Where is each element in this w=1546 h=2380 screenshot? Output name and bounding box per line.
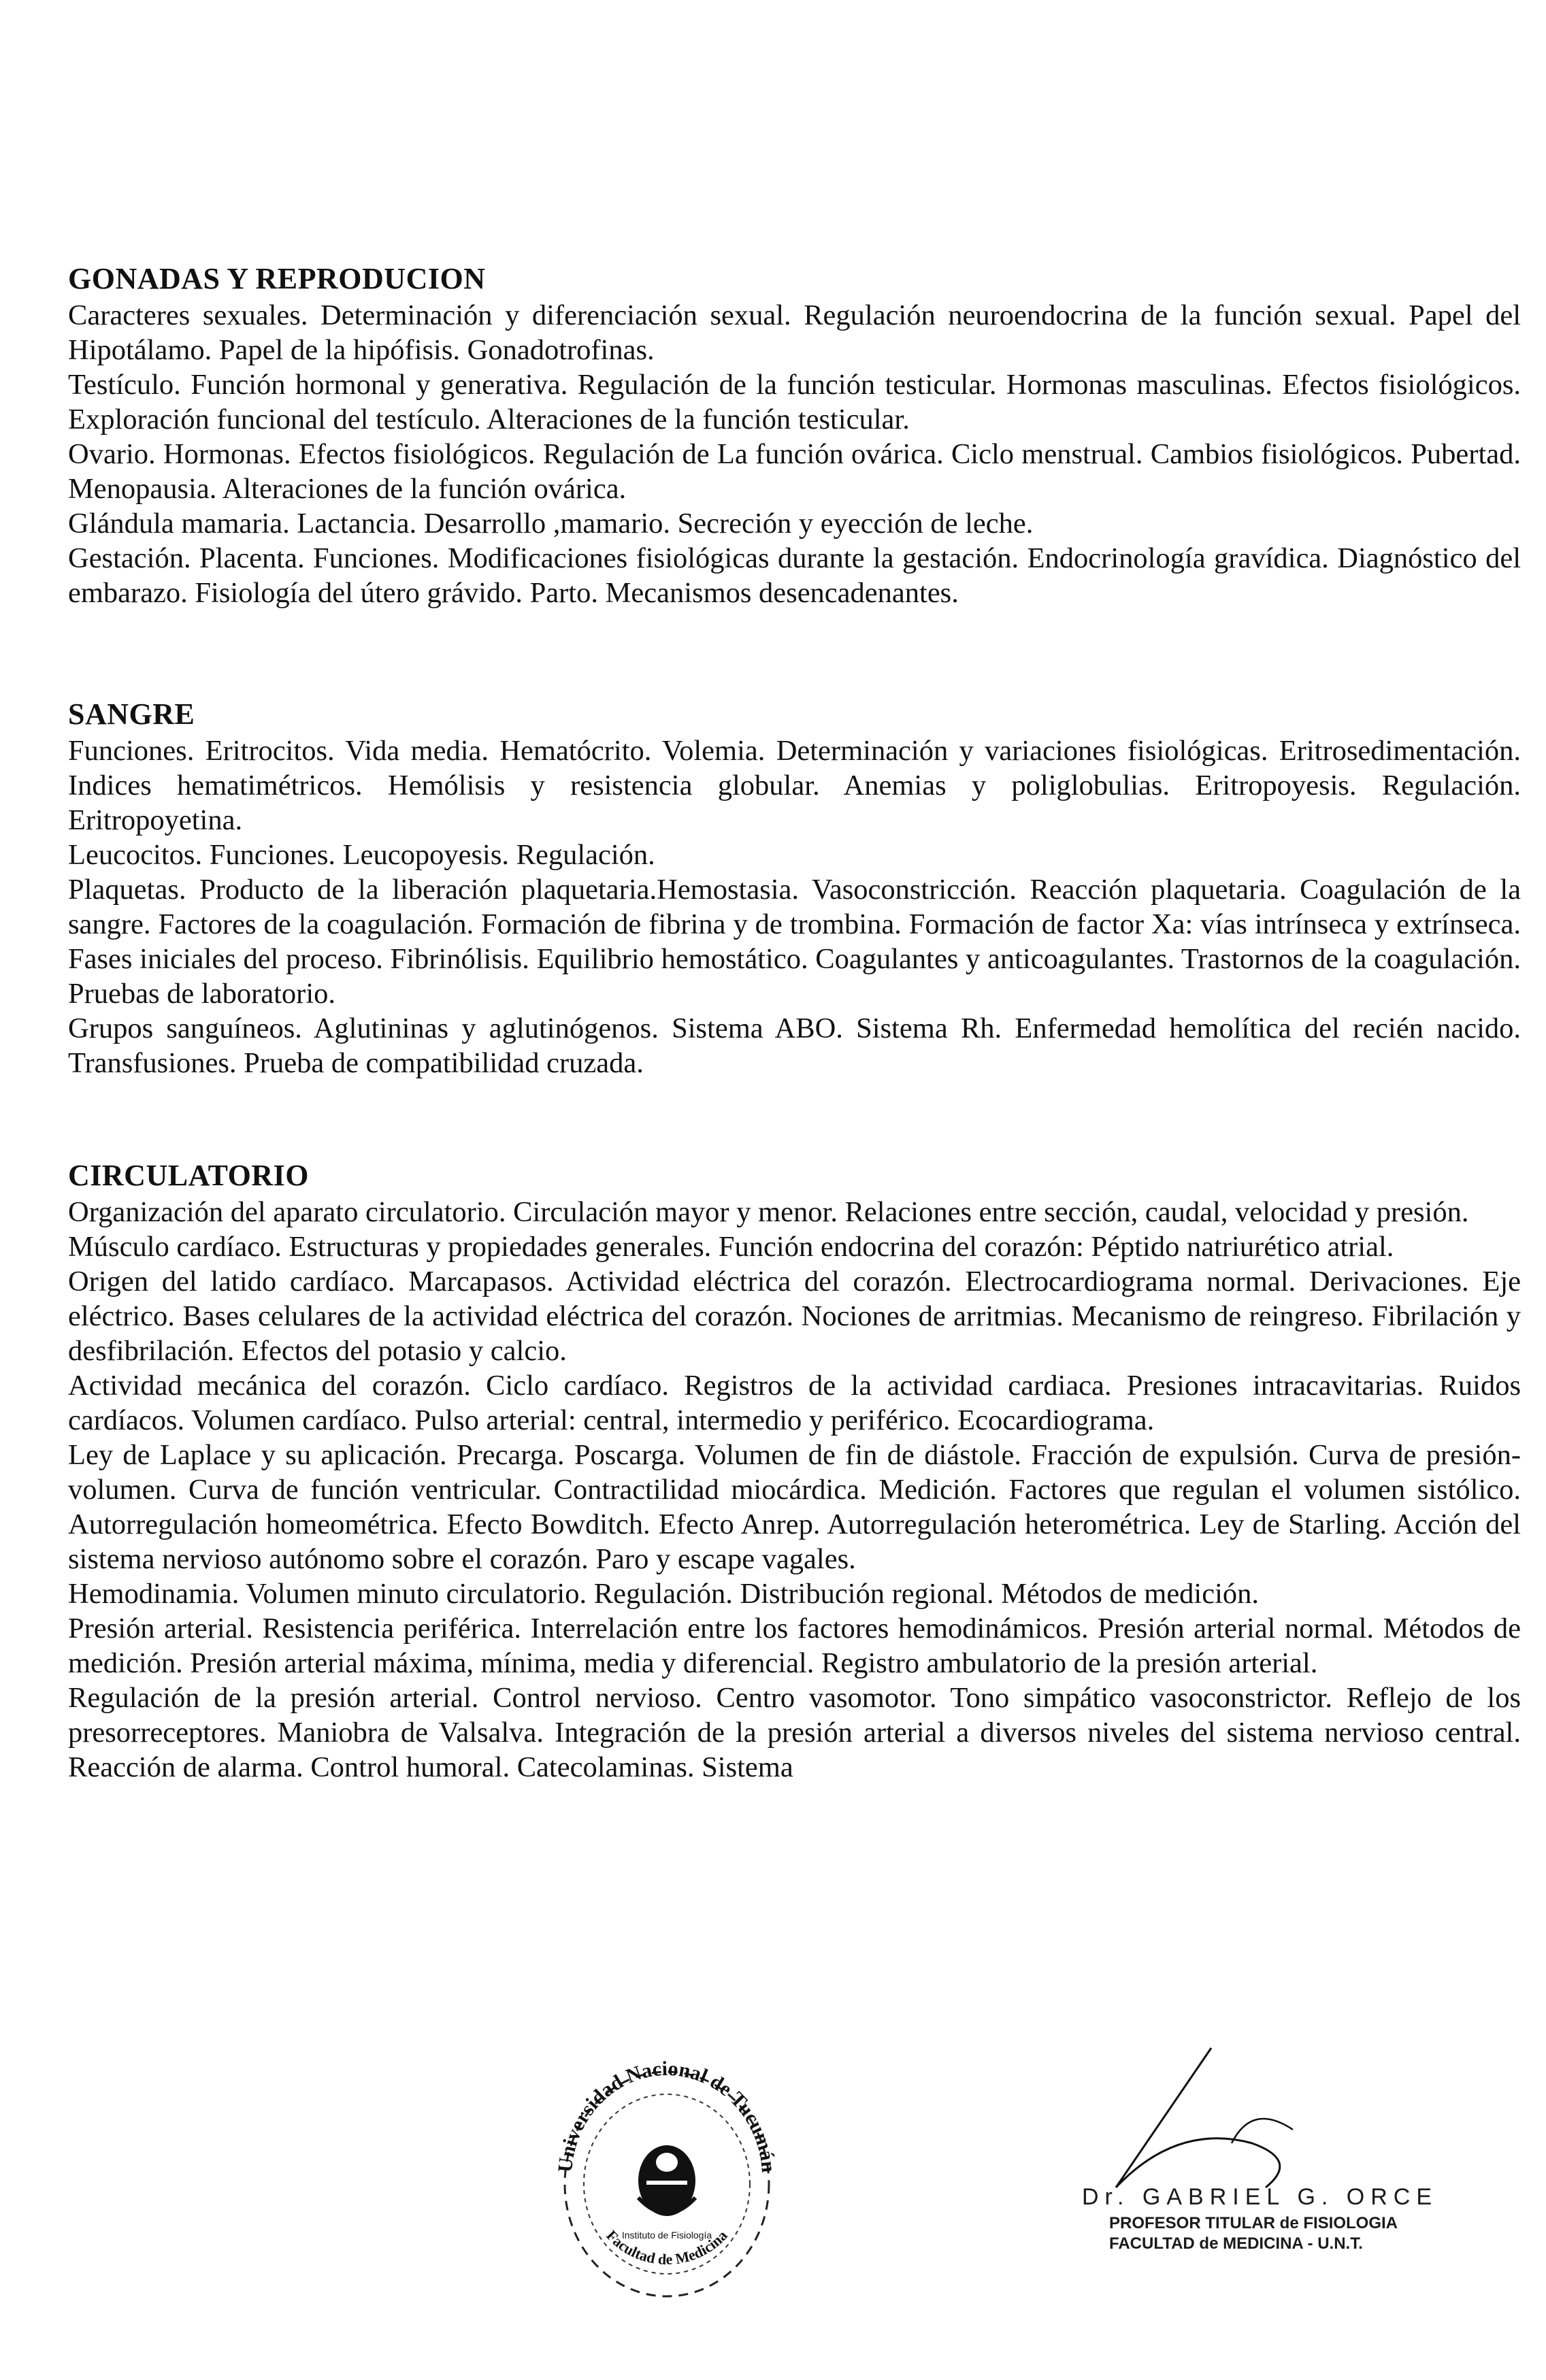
paragraph: Músculo cardíaco. Estructuras y propiedades generales. Función endocrina del corazón: Péptido natriurético atrial. — [68, 1231, 1394, 1263]
paragraph: Grupos sanguíneos. Aglutininas y aglutinógenos. Sistema ABO. Sistema Rh. Enfermedad hemolítica del recién nacido. Transfusiones. Prueba de compatibilidad cruzada. — [68, 1012, 1521, 1079]
paragraph: Organización del aparato circulatorio. Circulación mayor y menor. Relaciones entre sección, caudal, velocidad y presión. — [68, 1196, 1469, 1228]
paragraph: Funciones. Eritrocitos. Vida media. Hematócrito. Volemia. Determinación y variaciones fisiológicas. Eritrosedimentación. Indices hematimétricos. Hemólisis y resistencia globular. Anemias y poliglobulias. Eritropoyesis. Regulación. Eritropoyetina. — [68, 735, 1521, 836]
signature-faculty: FACULTAD de MEDICINA - U.N.T. — [1109, 2234, 1363, 2253]
paragraph: Origen del latido cardíaco. Marcapasos. Actividad eléctrica del corazón. Electrocardiograma normal. Derivaciones. Eje eléctrico. Bases celulares de la actividad eléctrica del corazón. Nociones de arritmias. Mecanismo de reingreso. Fibrilación y desfibrilación. Efectos del potasio y calcio. — [68, 1266, 1521, 1367]
paragraph: Ovario. Hormonas. Efectos fisiológicos. Regulación de La función ovárica. Ciclo menstrual. Cambios fisiológicos. Pubertad. Menopausia. Alteraciones de la función ovárica. — [68, 438, 1521, 505]
signature-name: Dr. GABRIEL G. ORCE — [1082, 2184, 1438, 2210]
section-body — [68, 733, 1521, 1080]
paragraph: Presión arterial. Resistencia periférica. Interrelación entre los factores hemodinámicos. Presión arterial normal. Métodos de medición. Presión arterial máxima, mínima, media y diferencial. Registro ambulatorio de la presión arterial. — [68, 1613, 1521, 1679]
university-seal-stamp — [544, 2041, 789, 2313]
paragraph: Regulación de la presión arterial. Control nervioso. Centro vasomotor. Tono simpático vasoconstrictor. Reflejo de los presorreceptores. Maniobra de Valsalva. Integración de la presión arterial a diversos niveles del sistema nervioso central. Reacción de alarma. Control humoral. Catecolaminas. Sistema — [68, 1682, 1521, 1783]
section-title: CIRCULATORIO — [68, 1159, 309, 1192]
signature-block — [1075, 2041, 1497, 2259]
paragraph: Gestación. Placenta. Funciones. Modificaciones fisiológicas durante la gestación. Endocrinología gravídica. Diagnóstico del embarazo. Fisiología del útero grávido. Parto. Mecanismos desencadenantes. — [68, 542, 1521, 609]
section-title: GONADAS Y REPRODUCION — [68, 262, 486, 295]
seal-outer-text: Universidad Nacional de Tucumán — [553, 2057, 780, 2174]
seal-lower-text: Facultad de Medicina — [603, 2226, 731, 2268]
section-gonadas — [68, 260, 1521, 610]
paragraph: Caracteres sexuales. Determinación y diferenciación sexual. Regulación neuroendocrina de la función sexual. Papel del Hipotálamo. Papel de la hipófisis. Gonadotrofinas. — [68, 299, 1521, 366]
handwritten-signature — [1075, 2041, 1497, 2191]
paragraph: Ley de Laplace y su aplicación. Precarga. Poscarga. Volumen de fin de diástole. Fracción de expulsión. Curva de presión-volumen. Curva de función ventricular. Contractilidad miocárdica. Medición. Factores que regulan el volumen sistólico. Autorregulación homeométrica. Efecto Bowditch. Efecto Anrep. Autorregulación heterométrica. Ley de Starling. Acción del sistema nervioso autónomo sobre el corazón. Paro y escape vagales. — [68, 1439, 1521, 1575]
paragraph: Actividad mecánica del corazón. Ciclo cardíaco. Registros de la actividad cardiaca. Presiones intracavitarias. Ruidos cardíacos. Volumen cardíaco. Pulso arterial: central, intermedio y periférico. Ecocardiograma. — [68, 1370, 1521, 1436]
section-sangre — [68, 695, 1521, 1080]
paragraph: Plaquetas. Producto de la liberación plaquetaria.Hemostasia. Vasoconstricción. Reacción plaquetaria. Coagulación de la sangre. Factores de la coagulación. Formación de fibrina y de trombina. Formación de factor Xa: vías intrínseca y extrínseca. Fases iniciales del proceso. Fibrinólisis. Equilibrio hemostático. Coagulantes y anticoagulantes. Trastornos de la coagulación. Pruebas de laboratorio. — [68, 874, 1521, 1010]
signature-title: PROFESOR TITULAR de FISIOLOGIA — [1109, 2214, 1398, 2232]
section-circulatorio — [68, 1157, 1521, 1785]
paragraph: Hemodinamia. Volumen minuto circulatorio. Regulación. Distribución regional. Métodos de medición. — [68, 1578, 1260, 1610]
seal-inner-text: Instituto de Fisiología — [621, 2230, 712, 2241]
paragraph: Glándula mamaria. Lactancia. Desarrollo ,mamario. Secreción y eyección de leche. — [68, 508, 1034, 540]
section-body — [68, 1195, 1521, 1785]
section-title: SANGRE — [68, 697, 195, 731]
section-body — [68, 298, 1521, 610]
paragraph: Testículo. Función hormonal y generativa. Regulación de la función testicular. Hormonas masculinas. Efectos fisiológicos. Exploración funcional del testículo. Alteraciones de la función testicular. — [68, 369, 1521, 435]
paragraph: Leucocitos. Funciones. Leucopoyesis. Regulación. — [68, 839, 655, 871]
